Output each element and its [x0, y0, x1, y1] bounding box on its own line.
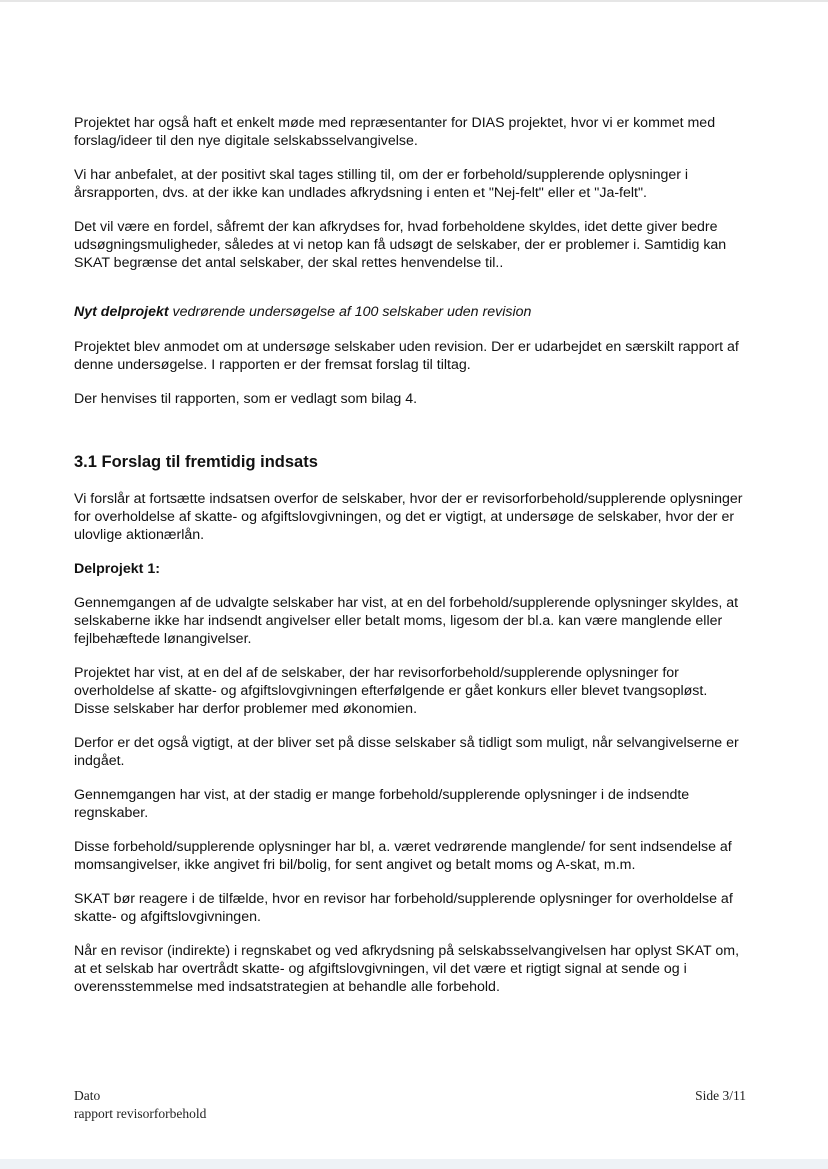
subproject-heading: [74, 303, 746, 321]
paragraph-subproject-reference: Der henvises til rapporten, som er vedlagt som bilag 4.: [74, 391, 418, 407]
paragraph-skat-react: SKAT bør reagere i de tilfælde, hvor en revisor har forbehold/supplerende oplysninger for overholdelse af skatte- og afgiftslovgivningen.: [74, 891, 733, 925]
footer-date-label: Dato: [74, 1088, 101, 1103]
paragraph-bankruptcy: Projektet har vist, at en del af de selskaber, der har revisorforbehold/supplerende oplysninger for overholdelse af skatte- og afgiftslovgivningen efterfølgende er gået konkurs eller blevet tvangsopløst. Disse selskaber har derfor problemer med økonomien.: [74, 665, 708, 717]
paragraph-review-findings: Gennemgangen af de udvalgte selskaber har vist, at en del forbehold/supplerende oplysninger skyldes, at selskaberne ikke har indsendt angivelser eller betalt moms, ligesom der bl.a. kan være manglende eller fejlbehæftede lønangivelser.: [74, 595, 739, 647]
paragraph-signal: Når en revisor (indirekte) i regnskabet og ved afkrydsning på selskabsselvangivelsen har oplyst SKAT om, at et selskab har overtrådt skatte- og afgiftslovgivningen, vil det være et rigtigt signal at sende og i overensstemmelse med indsatstrategien at behandle alle forbehold.: [74, 943, 740, 995]
paragraph-section-intro: Vi forslår at fortsætte indsatsen overfor de selskaber, hvor der er revisorforbehold/supplerende oplysninger for overholdelse af skatte- og afgiftslovgivningen, og det er vigtigt, at undersøge de selskaber, hvor der er ulovlige aktionærlån.: [74, 491, 743, 543]
paragraph-subproject-request: Projektet blev anmodet om at undersøge selskaber uden revision. Der er udarbejdet en særskilt rapport af denne undersøgelse. I rapporten er der fremsat forslag til tiltag.: [74, 339, 739, 373]
paragraph-early-review: Derfor er det også vigtigt, at der bliver set på disse selskaber så tidligt som muligt, når selvangivelserne er indgået.: [74, 735, 739, 769]
footer-report-name: rapport revisorforbehold: [74, 1106, 207, 1121]
paragraph-many-reservations: Gennemgangen har vist, at der stadig er mange forbehold/supplerende oplysninger i de indsendte regnskaber.: [74, 787, 690, 821]
delprojekt-label: Delprojekt 1:: [74, 561, 160, 577]
paragraph-reservation-examples: Disse forbehold/supplerende oplysninger har bl, a. været vedrørende manglende/ for sent indsendelse af momsangivelser, ikke angivet fri bil/bolig, for sent angivet og betalt moms og A-skat, m.m.: [74, 839, 732, 873]
paragraph-advantage: Det vil være en fordel, såfremt der kan afkrydses for, hvad forbeholdene skyldes, idet dette giver bedre udsøgningsmuligheder, således at vi netop kan få udsøgt de selskaber, der er problemer i. Samtidig kan SKAT begrænse det antal selskaber, der skal rettes henvendelse til..: [74, 219, 727, 271]
footer-left: [74, 1087, 206, 1123]
section-title: 3.1 Forslag til fremtidig indsats: [74, 453, 318, 471]
subproject-heading-rest: vedrørende undersøgelse af 100 selskaber uden revision: [168, 304, 532, 320]
bottom-scan-band: [0, 1159, 828, 1169]
document-body: [74, 114, 746, 1012]
paragraph-recommendation: Vi har anbefalet, at der positivt skal tages stilling til, om der er forbehold/supplerende oplysninger i årsrapporten, dvs. at der ikke kan undlades afkrydsning i enten et "Nej-felt" eller et "Ja-felt".: [74, 167, 689, 201]
top-edge-line: [0, 0, 828, 2]
paragraph-dias-meeting: Projektet har også haft et enkelt møde med repræsentanter for DIAS projektet, hvor vi er kommet med forslag/ideer til den nye digitale selskabsselvangivelse.: [74, 115, 716, 149]
page-number: Side 3/11: [695, 1088, 746, 1103]
subproject-heading-bold: Nyt delprojekt: [74, 304, 169, 320]
